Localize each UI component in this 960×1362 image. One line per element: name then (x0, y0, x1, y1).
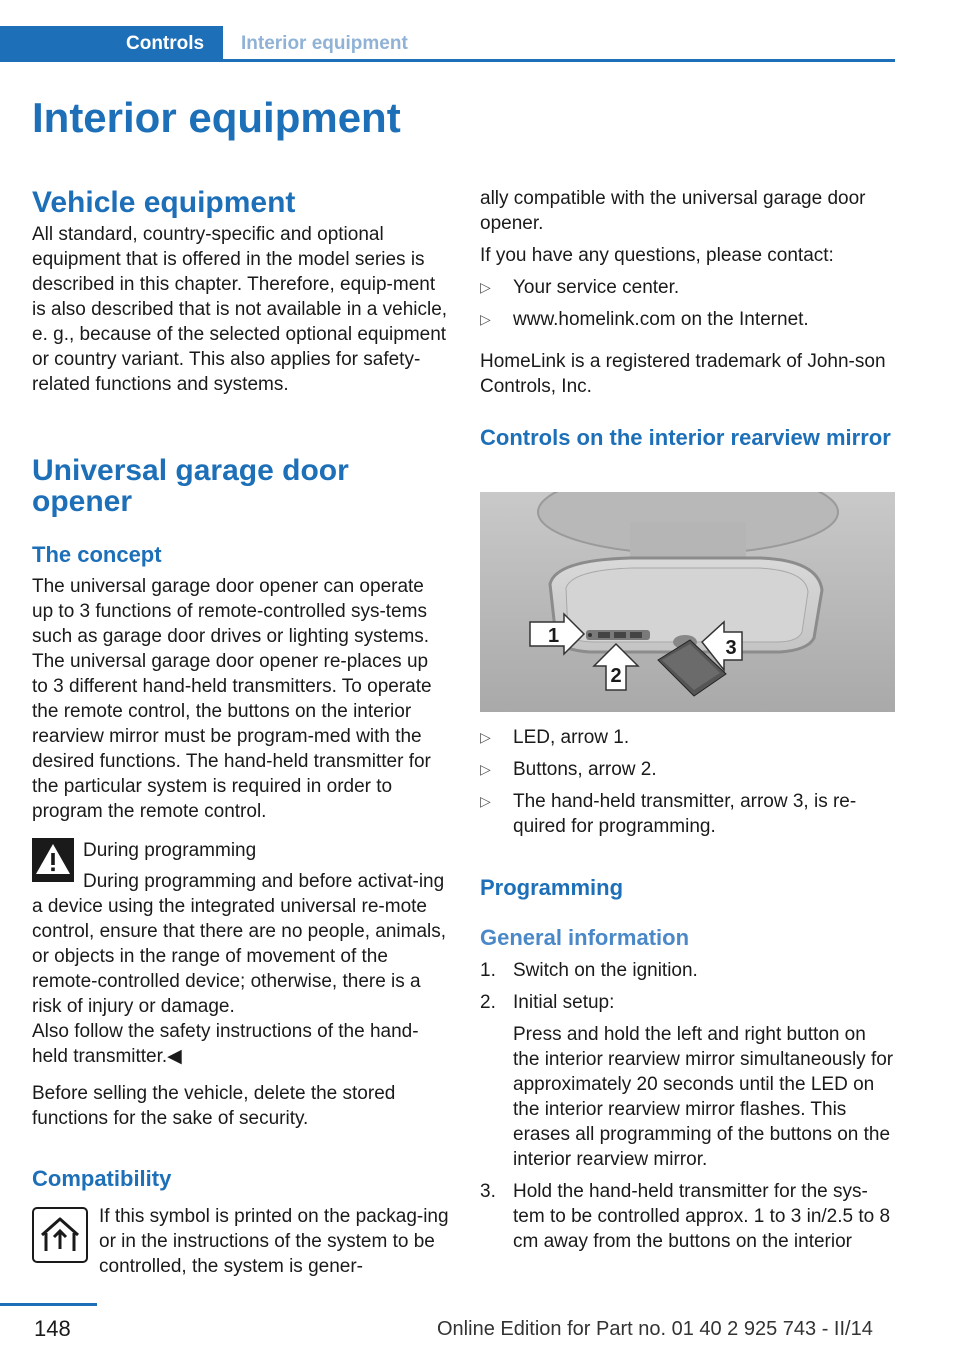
bullet-arrow-icon: ▷ (480, 793, 491, 809)
step-detail: Press and hold the left and right button on the interior rearview mirror simultaneously for approximately 20 seconds until the LED on the interior rearview mirror flashes. This erases all programming of the buttons on the interior rearview mirror. (513, 1024, 894, 1170)
warning-title-block (83, 838, 449, 863)
homelink-icon (32, 1207, 88, 1263)
concept-text: The universal garage door opener can operate up to 3 functions of remote-controlled sys-tems such as garage door drives or lighting systems. The universal garage door opener re-places up to 3 different hand-held transmitters. To operate the remote control, the buttons on the interior rearview mirror must be program-med with the desired functions. The hand-held transmitter for the particular system is required in order to program the remote control. (32, 576, 432, 822)
compatibility-text: If this symbol is printed on the packag-ing or in the instructions of the system to be controlled, the system is gener- (99, 1206, 449, 1277)
ugdo-section (32, 455, 448, 517)
concept-heading: The concept (32, 542, 162, 567)
page-number: 148 (34, 1316, 71, 1341)
mirror-list (480, 725, 896, 839)
list-item: 3. Hold the hand-held transmitter for the sys-tem to be controlled approx. 1 to 3 in/2.5 to 8 cm away from the buttons on the interior (480, 1181, 891, 1252)
page-title: Interior equipment (32, 94, 401, 141)
concept-section (32, 541, 448, 824)
controls-heading: Controls on the interior rearview mirror (480, 425, 891, 450)
vehicle-equipment-heading: Vehicle equipment (32, 186, 296, 219)
warning-title: During programming (83, 840, 257, 861)
list-item: 1. Switch on the ignition. (480, 960, 698, 981)
safety-text: Also follow the safety instructions of the hand-held transmitter.◀ (32, 1021, 419, 1067)
general-info-heading: General information (480, 925, 690, 950)
callout-1: 1 (548, 625, 560, 647)
rearview-mirror-photo (480, 492, 895, 712)
questions-text: If you have any questions, please contact: (480, 245, 834, 266)
selling-text: Before selling the vehicle, delete the stored functions for the sake of security. (32, 1083, 396, 1129)
compatibility-cont: ally compatible with the universal garage door opener. (480, 188, 866, 234)
subsection-label[interactable]: Interior equipment (241, 33, 408, 54)
vehicle-equipment-text: All standard, country-specific and optional equipment that is offered in the model series is described in this chapter. Therefore, equip-ment is also described that is not available in a vehicle, e. g., because of the selected optional equipment or country variant. This also applies for safety-related functions and systems. (32, 224, 448, 395)
bullet-arrow-icon: ▷ (480, 311, 491, 327)
callout-3: 3 (725, 637, 737, 659)
trademark-text: HomeLink is a registered trademark of John-son Controls, Inc. (480, 351, 886, 397)
compat-section (32, 1165, 448, 1193)
contact-list (480, 275, 896, 332)
footer-rule (0, 1303, 97, 1306)
bullet-arrow-icon: ▷ (480, 279, 491, 295)
safety-block (32, 1019, 448, 1131)
steps-list (480, 958, 896, 1254)
bullet-arrow-icon: ▷ (480, 761, 491, 777)
running-header (0, 26, 895, 62)
list-item (480, 307, 896, 332)
right-column-top (480, 186, 896, 399)
steps-block (480, 958, 896, 1254)
header-rule (223, 59, 895, 62)
warning-text: During programming and before activat-ing a device using the integrated universal re-mote control, ensure that there are no people, animals, or objects in the range of movement of the remote-controlled device; otherwise, there is a risk of injury or damage. (32, 871, 447, 1017)
bullet-arrow-icon: ▷ (480, 729, 491, 745)
compatibility-heading: Compatibility (32, 1166, 172, 1191)
list-item: ▷ The hand-held transmitter, arrow 3, is re-quired for programming. (480, 791, 857, 837)
programming-section (480, 874, 896, 952)
edition-text: Online Edition for Part no. 01 40 2 925 743 - II/14 (437, 1318, 873, 1340)
list-item: ▷ LED, arrow 1. (480, 727, 630, 748)
programming-heading: Programming (480, 875, 624, 900)
homelink-link[interactable]: www.homelink.com on the Internet. (513, 309, 809, 330)
controls-section (480, 425, 896, 451)
list-item: ▷ Your service center. (480, 277, 680, 298)
warning-block (32, 869, 448, 1019)
section-tab[interactable]: Controls (0, 26, 223, 62)
mirror-items-block (480, 725, 896, 839)
left-column (32, 184, 448, 397)
list-item: 2. Initial setup: Press and hold the left and right button on the interior rearview mirror simultaneously for approximately 20 seconds until the LED on the interior rearview mirror flashes. This erases all programming of the buttons on the interior rearview mirror. (480, 990, 896, 1172)
ugdo-heading: Universal garage door opener (32, 454, 349, 518)
compat-block (99, 1204, 449, 1279)
callout-2: 2 (610, 665, 622, 687)
list-item: ▷ Buttons, arrow 2. (480, 759, 657, 780)
